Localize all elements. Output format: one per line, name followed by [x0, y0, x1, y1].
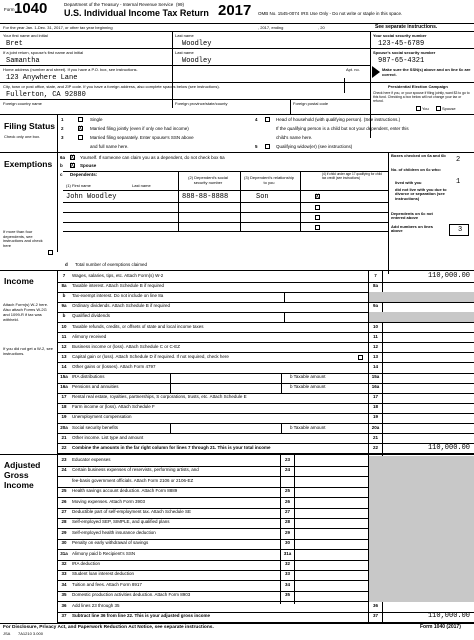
- footer-notice: For Disclosure, Privacy Act, and Paperwork Reduction Act Notice, see separate instructions.: [3, 625, 214, 630]
- pec-text: Check here if you, or your spouse if filing jointly, want $3 to go to this fund. Checking a box below will not change your tax or refund.: [373, 91, 470, 103]
- agi-line-text: Add lines 23 through 35: [72, 602, 120, 608]
- agi-line-number: 31a: [60, 550, 68, 556]
- agi-line-text: Student loan interest deduction: [72, 571, 135, 577]
- code-99: (99): [176, 2, 185, 7]
- agi-amount-field[interactable]: [295, 456, 368, 466]
- dep-col-first: (1) First name: [66, 183, 91, 188]
- income-right-number: 11: [373, 333, 378, 339]
- agi-mid-number: 28: [284, 519, 290, 525]
- income-line-number: 12: [61, 343, 67, 349]
- agi-amount-field[interactable]: [295, 591, 368, 601]
- income-line-text: Alimony received: [72, 333, 107, 339]
- income-right-number: 15a: [371, 374, 380, 379]
- dependent-name[interactable]: John Woodley: [66, 193, 117, 201]
- income-line-text: Taxable interest. Attach Schedule B if required: [72, 283, 165, 289]
- income-line-number: 13: [61, 353, 67, 359]
- taxable-amount-label: b Taxable amount: [290, 384, 326, 390]
- last-name-label: Last name: [175, 33, 194, 38]
- income-amount-field[interactable]: 110,000.00: [427, 272, 470, 280]
- income-amount-field[interactable]: 110,000.00: [427, 443, 470, 452]
- exemptions-title: Exemptions: [4, 159, 53, 169]
- income-right-number: 14: [372, 363, 378, 369]
- agi-line-text: Moving expenses. Attach Form 3903: [72, 498, 146, 504]
- lived-with-value[interactable]: 1: [456, 178, 461, 186]
- income-right-number: 18: [372, 404, 378, 410]
- gross-amount-field[interactable]: [170, 373, 282, 383]
- make-sure-note: Make sure the SSN(s) above and on line 6c are correct.: [382, 67, 471, 77]
- income-title: Income: [4, 276, 34, 286]
- agi-line-number: 30: [61, 540, 67, 546]
- filing-status-title: Filing Status: [4, 121, 55, 131]
- agi-amount-field[interactable]: [295, 518, 368, 528]
- agi-line-number: 34: [61, 581, 67, 587]
- form-label: Form: [4, 7, 15, 12]
- dep-col-last: Last name: [132, 183, 151, 188]
- see-instructions: See separate instructions.: [375, 24, 438, 30]
- agi-line-text: Certain business expenses of reservists, performing artists, and: [72, 467, 199, 473]
- spouse-ssn-field[interactable]: 987-65-4321: [378, 57, 425, 65]
- footer-form: Form 1040 (2017): [420, 624, 461, 630]
- income-line-text: Farm income or (loss). Attach Schedule F: [72, 404, 155, 410]
- income-line-text: Business income or (loss). Attach Schedule C or C-EZ: [72, 343, 181, 349]
- address-field[interactable]: 123 Anywhere Lane: [6, 74, 78, 82]
- agi-amount-field[interactable]: [295, 581, 368, 591]
- form-number: 1040: [14, 0, 48, 17]
- agi-mid-number: 23: [284, 457, 290, 462]
- line-6b-label: b: [60, 163, 63, 168]
- no-w2-note: If you did not get a W-2, see instructions.: [3, 346, 53, 356]
- married-separate-checkbox[interactable]: [78, 135, 83, 140]
- income-line-text: Unemployment compensation: [72, 414, 132, 420]
- form-title: U.S. Individual Income Tax Return: [64, 8, 209, 18]
- agi-line-text: Subtract line 36 from line 22. This is your adjusted gross income: [72, 613, 211, 618]
- spouse-mark: X: [70, 162, 75, 169]
- tax-year: 2017: [218, 2, 252, 19]
- agi-amount-field[interactable]: [295, 508, 368, 518]
- income-line-number: 22: [61, 444, 67, 450]
- head-household-label: Head of household (with qualifying person). (See instructions.): [276, 117, 401, 122]
- income-right-number: 21: [372, 434, 378, 440]
- address-label: Home address (number and street). If you have a P.O. box, see instructions.: [3, 67, 138, 72]
- income-right-number: 16a: [371, 384, 380, 390]
- yourself-mark: X: [70, 154, 75, 161]
- agi-amount-field[interactable]: [295, 466, 368, 476]
- agi-line-number: 24: [61, 467, 67, 473]
- income-right-number: 7: [374, 273, 377, 278]
- taxable-amount-label: b Taxable amount: [290, 374, 326, 379]
- agi-line-number: 29: [61, 529, 67, 535]
- first-name-label: Your first name and initial: [3, 33, 48, 38]
- income-line-number: b: [62, 313, 66, 319]
- married-separate-label: Married filing separately. Enter spouse's SSN above: [90, 135, 194, 140]
- pec-spouse-checkbox[interactable]: [436, 106, 441, 111]
- agi-amount-field[interactable]: [295, 477, 368, 487]
- income-line-text: Taxable refunds, credits, or offsets of state and local income taxes: [72, 323, 204, 329]
- foreign-country-label: Foreign country name: [3, 101, 42, 106]
- agi-mid-number: 32: [284, 561, 290, 566]
- income-sub-field[interactable]: [284, 312, 369, 322]
- line-6d-label: d: [65, 262, 68, 267]
- married-joint-mark: X: [78, 125, 83, 132]
- spouse-last-label: Last name: [175, 50, 194, 55]
- agi-amount-field[interactable]: [295, 529, 368, 539]
- agi-line-text: Self-employed health insurance deduction: [72, 529, 156, 535]
- ssn-label: Your social security number: [373, 33, 427, 38]
- total-exemptions-value[interactable]: 3: [458, 226, 463, 234]
- widow-label: Qualifying widow(er) (see instructions): [276, 144, 353, 149]
- agi-line-text: Domestic production activities deduction. Attach Form 8903: [72, 592, 191, 598]
- income-line-text: Other gains or (losses). Attach Form 4797: [72, 363, 156, 369]
- agi-amount-field[interactable]: [295, 487, 368, 497]
- widow-checkbox[interactable]: [265, 144, 270, 149]
- head-household-checkbox[interactable]: [265, 117, 270, 122]
- income-line-text: Capital gain or (loss). Attach Schedule D if required. If not required, check here: [72, 353, 229, 359]
- agi-line-number: 26: [61, 498, 67, 504]
- agi-line-text: Deductible part of self-employment tax. Attach Schedule SE: [72, 509, 192, 514]
- income-right-number: 17: [372, 394, 378, 400]
- dependent-2-credit-checkbox[interactable]: [315, 205, 320, 210]
- married-joint-label: Married filing jointly (even if only one had income): [90, 126, 189, 131]
- agi-line-text: Penalty on early withdrawal of savings: [72, 540, 149, 546]
- agi-line-text: Tuition and fees. Attach Form 8917: [72, 581, 142, 587]
- agi-line-text: fee-basis government officials. Attach Form 2106 or 2106-EZ: [72, 477, 194, 483]
- last-name-field[interactable]: Woodley: [182, 40, 212, 48]
- agi-mid-number: 30: [284, 540, 290, 546]
- agi-mid-number: 31a: [283, 550, 292, 556]
- apt-label: Apt. no.: [346, 67, 360, 72]
- agi-line-number: 25: [61, 488, 67, 494]
- irs-use-only: IRS Use Only - Do not write or staple in this space.: [301, 11, 403, 16]
- agi-mid-number: 33: [284, 571, 290, 577]
- income-line-number: 7: [62, 273, 66, 278]
- dependents-not-entered-label: Dependents on 6c not entered above: [391, 211, 433, 221]
- income-line-number: 18: [61, 404, 67, 410]
- agi-title: Adjusted Gross Income: [4, 460, 41, 490]
- agi-line-text: Alimony paid b Recipient's SSN: [72, 550, 136, 556]
- more-dependents-note: If more than four dependents, see instructions and check here: [3, 229, 43, 248]
- tax-year-line: For the year Jan. 1-Dec. 31, 2017, or other tax year beginning: [3, 25, 113, 30]
- agi-line-text: Health savings account deduction. Attach Form 8889: [72, 488, 178, 494]
- income-right-number: 13: [372, 353, 378, 359]
- boxes-checked-value[interactable]: 2: [456, 156, 461, 164]
- taxable-amount-label: b Taxable amount: [290, 424, 326, 430]
- agi-right-number: 36: [372, 602, 378, 608]
- pec-spouse-label: Spouse: [442, 106, 456, 111]
- foreign-postal-label: Foreign postal code: [293, 101, 329, 106]
- department-text: Department of the Treasury - Internal Revenue Service: [64, 2, 174, 7]
- agi-line-number: 37: [61, 613, 67, 618]
- income-right-number: 10: [372, 323, 378, 329]
- agi-amount-field[interactable]: [295, 498, 368, 508]
- income-line-number: 8a: [61, 283, 67, 289]
- filing-status-sub: Check only one box.: [4, 134, 41, 139]
- single-label: Single: [90, 117, 103, 122]
- boxes-checked-label: Boxes checked on 6a and 6b: [391, 153, 446, 158]
- pec-you-checkbox[interactable]: [416, 106, 421, 111]
- dep-col-rel: (3) Dependent's relationship to you: [244, 175, 294, 185]
- spouse-label: Spouse: [80, 163, 97, 168]
- total-exemptions-label: Total number of exemptions claimed: [75, 262, 148, 267]
- agi-line-number: 23: [61, 457, 67, 462]
- income-right-number: 9a: [372, 303, 378, 309]
- dependent-4-credit-checkbox[interactable]: [315, 225, 320, 230]
- income-right-number: 19: [372, 414, 378, 420]
- first-name-field[interactable]: Bret: [6, 40, 23, 48]
- spouse-first-label: If a joint return, spouse's first name and initial: [3, 50, 84, 55]
- income-line-number: 9a: [61, 303, 67, 309]
- dependents-label: Dependents:: [70, 172, 98, 177]
- tax-year-ending: , 2017, ending: [258, 25, 284, 30]
- agi-mid-number: 25: [284, 488, 290, 494]
- agi-line-number: 27: [61, 509, 67, 514]
- agi-mid-number: 35: [284, 592, 290, 598]
- income-line-number: 17: [61, 394, 67, 400]
- ssn-field[interactable]: 123-45-6789: [378, 40, 425, 48]
- income-line-text: Social security benefits: [72, 424, 119, 430]
- agi-line-text: Self-employed SEP, SIMPLE, and qualified plans: [72, 519, 170, 525]
- agi-mid-number: 34: [284, 581, 290, 587]
- lived-with-label: lived with you: [395, 180, 422, 185]
- footer-code: JSA: [3, 631, 11, 636]
- line-6a-label: 6a: [60, 155, 66, 160]
- dependent-3-credit-checkbox[interactable]: [315, 215, 320, 220]
- form-1040-page: Form 1040 Department of the Treasury - Internal Revenue Service (99) U.S. Individual Income Tax Return 2017 OMB No. 1545-0074 IRS Use Only - Do not write or staple in this space. For the year Jan. 1-Dec. 31, 2017, or other tax year beginning , 2017, ending , 20 See separate instructions. Your first name and initial Last name Your social security number Bret Woodley 123-45-6789 If a joint return, spouse's first name and initial Last name Spouse's social security number Samantha Woodley 987-65-4321 Home address (number and street). If you have a P.O. box, see instructions. Apt. no. 123 Anywhere Lane Make sure the SSN(s) above and on line 6c are correct. City, town or post office, state, and ZIP code. If you have a foreign address, also complete spaces below (see instructions). Fullerton, CA 92880 Presidential Election Campaign Check here if you, or your spouse if filing jointly, want $3 to go to this fund. Checking a box below will not change your tax or refund. Foreign country name Foreign province/state/county Foreign postal code You Spouse Filing Status Check only one box. 1 Single 2 X Married filing jointly (even if only one had income) 3 Married filing separately. Enter spouse's SSN above and full name here. 4 Head of household (with qualifying person). (See instructions.) If the qualifying person is a child but not your dependent, enter this child's name here. 5 Qualifying widow(er) (see instructions) Exemptions 6a X Yourself. If someone can claim you as a dependent, do not check box 6a b X Spouse c Dependents: (1) First name Last name (2) Dependent's social security number (3) Dependent's relationship to you (4) if child under age 17 qualifying for child tax credit (see instructions) John Woodley 888-88-8888 Son X If more than four dependents, see instructions and check here d Total number of exemptions claimed Boxes checked on 6a and 6b 2 No. of children on 6c who: lived with you 1 did not live with you due to divorce or separation (see instructions) Dependents on 6c not entered above Add numbers on lines above 3 Income Attach Form(s) W-2 here. Also attach Forms W-2G and 1099-R if tax was withheld. If you did not get a W-2, see instructions. 7 Wages, salaries, tips, etc. Attach Form(s) W-2 7 110,000.00 8a Taxable interest. Attach Schedule B if required 8a b Tax-exempt interest. Do not include on line 8a 9a Ordinary dividends. Attach Schedule B if required 9a b Qualified dividends 10 Taxable refunds, credits, or offsets of state and local income taxes 10 11 Alimony received 11 12 Business income or (loss). Attach Schedule C or C-EZ 12 13 Capital gain or (loss). Attach Schedule D if required. If not required, check here 13 14 Other gains or (losses). Attach Form 4797 14 15a IRA distributions 15a 16a Pensions and annuities 16a 17 Rental real estate, royalties, partnerships, S corporations, trusts, etc. Attach Schedule E 17 18 Farm income or (loss). Attach Schedule F 18 19 Unemployment compensation 19 20a Social security benefits 20a 21 Other income. List type and amount 21 22 Combine the amounts in the far right column for lines 7 through 21. This is your total income 22 110,000.00 b Taxable amount b Taxable amount b Taxable amount Adjusted Gross Income 23 Educator expenses 23 24 Certain business expenses of reservists, performing artists, and 24 fee-basis government officials. Attach Form 2106 or 2106-EZ 25 Health savings account deduction. Attach Form 8889 25 26 Moving expenses. Attach Form 3903 26 27 Deductible part of self-employment tax. Attach Schedule SE 27 28 Self-employed SEP, SIMPLE, and qualified plans 28 29 Self-employed health insurance deduction 29 30 Penalty on early withdrawal of savings 30 31a Alimony paid b Recipient's SSN 31a 32 IRA deduction 32 33 Student loan interest deduction 33 34 Tuition and fees. Attach Form 8917 34 35 Domestic production activities deduction. Attach Form 8903 35 36 Add lines 23 through 35 36 37 Subtract line 36 from line 22. This is your adjusted gross income 37 110,000.00 For Disclosure, Privacy Act, and Paperwork Reduction Act Notice, see separate instructions. JSA 7A1210 3.000 Form 1040 (2017): [0, 0, 474, 640]
- pec-you-label: You: [422, 106, 429, 111]
- dep-col-credit: (4) if child under age 17 qualifying for child tax credit (see instructions): [322, 172, 382, 180]
- income-line-text: Rental real estate, royalties, partnerships, S corporations, trusts, etc. Attach Schedule E: [72, 394, 247, 400]
- not-lived-label: did not live with you due to divorce or separation (see instructions): [395, 187, 447, 201]
- agi-amount-field[interactable]: [295, 539, 368, 549]
- footer-code-2: 7A1210 3.000: [18, 631, 43, 636]
- married-separate-label-2: and full name here.: [90, 144, 129, 149]
- children-label: No. of children on 6c who:: [391, 167, 441, 172]
- attach-w2-note: Attach Form(s) W-2 here. Also attach Forms W-2G and 1099-R if tax was withheld.: [3, 302, 49, 322]
- income-line-text: IRA distributions: [72, 374, 105, 379]
- agi-line-text: IRA deduction: [72, 561, 101, 566]
- income-line-number: b: [62, 293, 66, 299]
- income-sub-field[interactable]: [284, 292, 369, 302]
- agi-mid-number: 24: [284, 467, 290, 473]
- agi-line-text: Educator expenses: [72, 457, 111, 462]
- income-line-number: 11: [61, 333, 67, 339]
- single-checkbox[interactable]: [78, 117, 83, 122]
- dependent-relationship[interactable]: Son: [256, 193, 269, 201]
- agi-line-number: 35: [61, 592, 67, 598]
- agi-right-number: 37: [372, 613, 378, 618]
- income-line-number: 15a: [60, 374, 68, 379]
- agi-amount-field[interactable]: [295, 550, 368, 560]
- city-label: City, town or post office, state, and ZIP code. If you have a foreign address, also complete spaces below (see instructions).: [3, 84, 220, 89]
- income-right-number: 22: [372, 444, 378, 450]
- more-dependents-checkbox[interactable]: [48, 250, 53, 255]
- income-line-number: 19: [61, 414, 67, 420]
- line-6c-label: c: [60, 172, 63, 177]
- agi-line-number: 36: [61, 602, 67, 608]
- income-right-number: 20a: [371, 424, 380, 430]
- agi-amount-field[interactable]: [295, 570, 368, 580]
- arrow-icon: [372, 66, 380, 78]
- agi-total-field[interactable]: 110,000.00: [427, 612, 470, 620]
- spouse-last-field[interactable]: Woodley: [182, 57, 212, 65]
- agi-mid-number: 26: [284, 498, 290, 504]
- income-line-text: Combine the amounts in the far right column for lines 7 through 21. This is your total income: [72, 444, 271, 450]
- income-line-number: 20a: [60, 424, 68, 430]
- income-line-number: 10: [61, 323, 67, 329]
- capital-gain-checkbox[interactable]: [358, 355, 363, 360]
- dependent-ssn[interactable]: 888-88-8888: [182, 193, 229, 201]
- income-line-number: 16a: [60, 384, 68, 390]
- omb-number: OMB No. 1545-0074: [258, 11, 300, 16]
- income-line-text: Pensions and annuities: [72, 384, 119, 390]
- agi-line-number: 33: [61, 571, 67, 577]
- foreign-province-label: Foreign province/state/county: [175, 101, 228, 106]
- head-household-note: If the qualifying person is a child but not your dependent, enter this: [276, 126, 409, 131]
- spouse-first-field[interactable]: Samantha: [6, 57, 40, 65]
- pec-title: Presidential Election Campaign: [388, 84, 448, 89]
- income-line-text: Tax-exempt interest. Do not include on line 8a: [72, 293, 164, 299]
- agi-amount-field[interactable]: [295, 560, 368, 570]
- head-household-child: child's name here.: [276, 135, 313, 140]
- gross-amount-field[interactable]: [170, 383, 282, 393]
- income-line-text: Wages, salaries, tips, etc. Attach Form(s) W-2: [72, 273, 164, 278]
- agi-mid-number: 27: [284, 509, 290, 514]
- income-right-number: 12: [372, 343, 378, 349]
- agi-line-number: 28: [61, 519, 67, 525]
- dependent-credit-mark: X: [315, 193, 320, 200]
- income-line-text: Other income. List type and amount: [72, 434, 144, 440]
- spouse-ssn-label: Spouse's social security number: [373, 50, 436, 55]
- income-line-number: 21: [61, 434, 67, 440]
- agi-line-number: 32: [61, 561, 67, 566]
- income-right-number: 8a: [372, 283, 378, 289]
- city-field[interactable]: Fullerton, CA 92880: [6, 91, 86, 99]
- gross-amount-field[interactable]: [170, 424, 282, 434]
- income-line-number: 14: [61, 363, 67, 369]
- agi-mid-number: 29: [284, 529, 290, 535]
- income-line-text: Qualified dividends: [72, 313, 111, 319]
- yourself-label: Yourself. If someone can claim you as a dependent, do not check box 6a: [80, 155, 225, 160]
- income-line-text: Ordinary dividends. Attach Schedule B if required: [72, 303, 171, 309]
- add-numbers-label: Add numbers on lines above: [391, 224, 434, 234]
- tax-year-20: , 20: [318, 25, 325, 30]
- dep-col-ssn: (2) Dependent's social security number: [188, 175, 228, 185]
